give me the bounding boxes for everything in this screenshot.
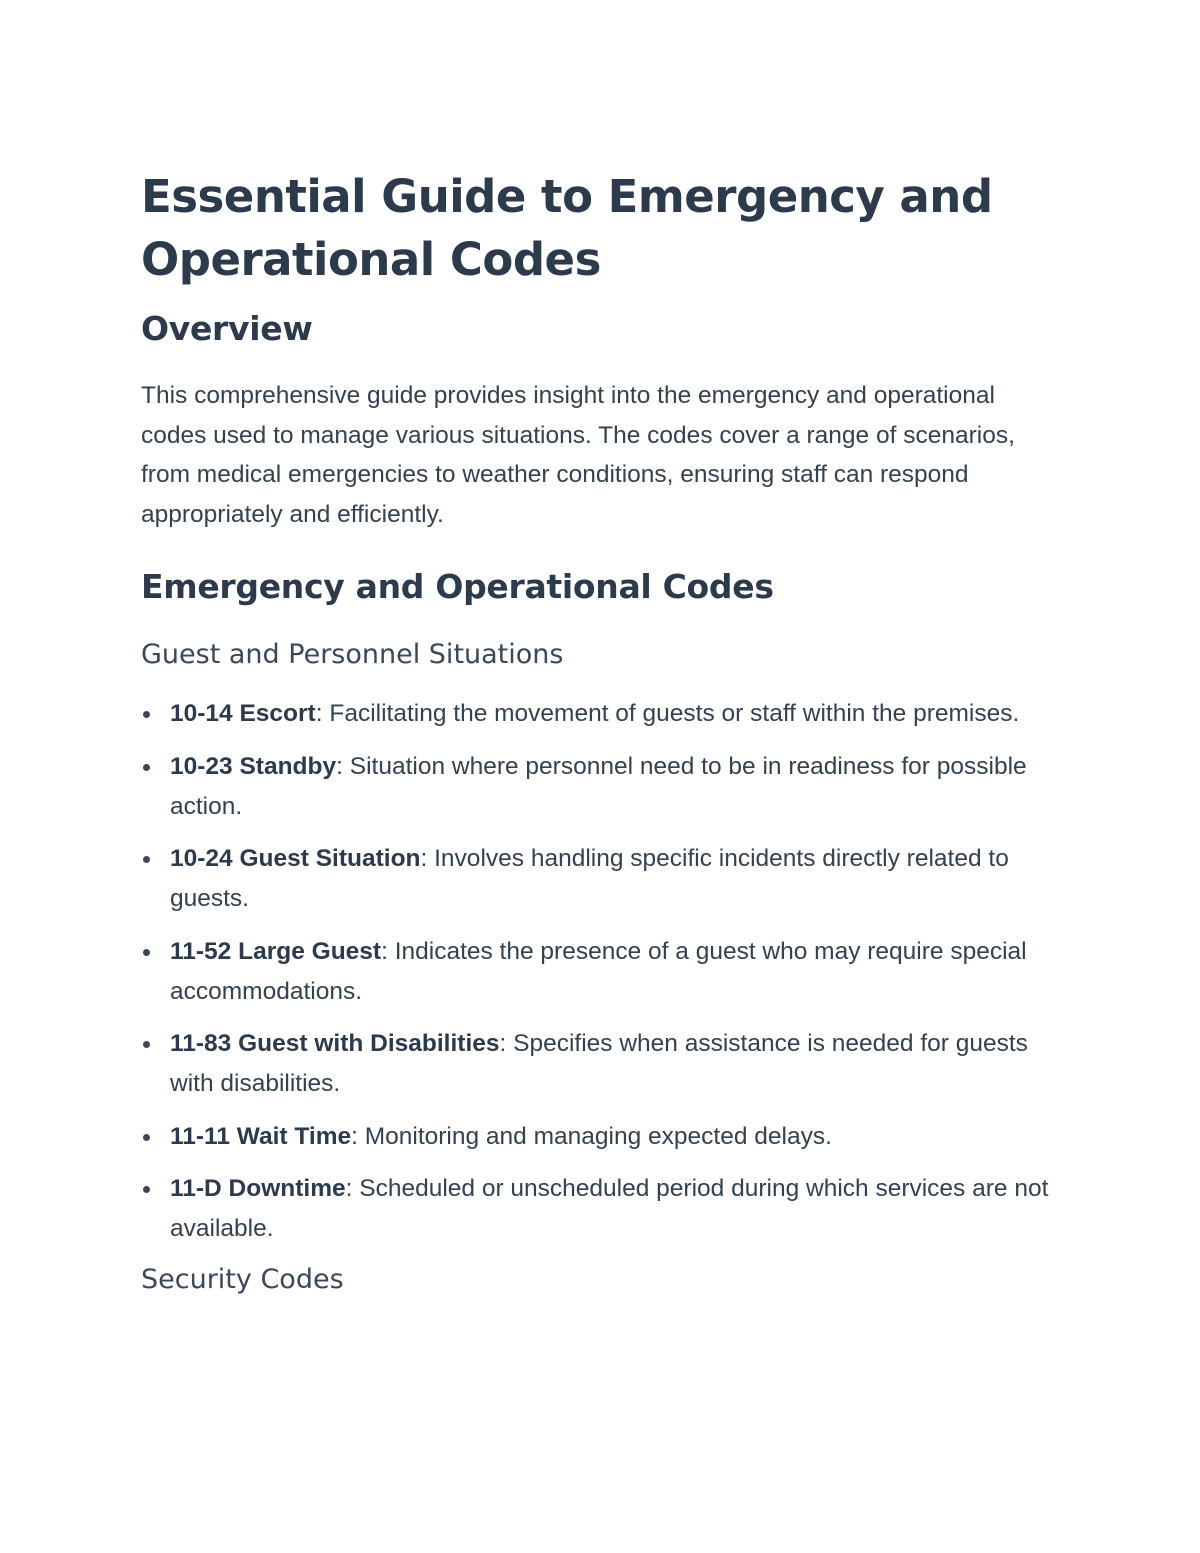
guest-situations-subheading: Guest and Personnel Situations: [141, 639, 564, 670]
guest-code-list: [141, 694, 1061, 1249]
list-item: [141, 694, 1061, 734]
bullet-icon: [143, 1041, 150, 1048]
bullet-icon: [143, 711, 150, 718]
list-item: [141, 839, 1061, 919]
document-title: Essential Guide to Emergency and Operational Codes: [141, 170, 993, 286]
bullet-icon: [143, 764, 150, 771]
code-description: : Indicates the presence of a guest who may require special accommodations.: [170, 937, 1027, 1005]
code-name: 10-14 Escort: [170, 700, 316, 727]
overview-paragraph: This comprehensive guide provides insight into the emergency and operational codes used to manage various situations. The codes cover a range of scenarios, from medical emergencies to weather conditions, ensuring staff can respond appropriately and efficiently.: [141, 382, 1015, 528]
document-page: [141, 165, 1061, 1298]
code-name: 11-52 Large Guest: [170, 937, 382, 965]
list-item: [141, 1169, 1061, 1249]
codes-heading: Emergency and Operational Codes: [141, 567, 774, 606]
bullet-icon: [143, 1134, 150, 1141]
bullet-icon: [143, 949, 150, 956]
code-description: : Facilitating the movement of guests or staff within the premises.: [315, 700, 1020, 727]
code-description: : Scheduled or unscheduled period during which services are not available.: [170, 1175, 1049, 1242]
list-item: [141, 1024, 1061, 1104]
code-description: : Monitoring and managing expected delays.: [351, 1122, 832, 1150]
bullet-icon: [143, 1186, 150, 1193]
code-name: 11-D Downtime: [170, 1175, 346, 1202]
bullet-icon: [143, 856, 150, 863]
code-description: : Situation where personnel need to be in readiness for possible action.: [170, 752, 1027, 820]
security-codes-subheading: Security Codes: [141, 1263, 344, 1295]
code-name: 10-24 Guest Situation: [170, 845, 421, 872]
list-item: [141, 747, 1061, 827]
list-item: [141, 932, 1061, 1012]
overview-heading: Overview: [141, 309, 313, 348]
code-name: 11-83 Guest with Disabilities: [170, 1030, 500, 1057]
code-name: 11-11 Wait Time: [170, 1122, 352, 1150]
code-name: 10-23 Standby: [170, 752, 337, 780]
list-item: [141, 1117, 1061, 1157]
code-description: : Involves handling specific incidents directly related to guests.: [170, 845, 1009, 912]
code-description: : Specifies when assistance is needed for guests with disabilities.: [170, 1030, 1028, 1097]
